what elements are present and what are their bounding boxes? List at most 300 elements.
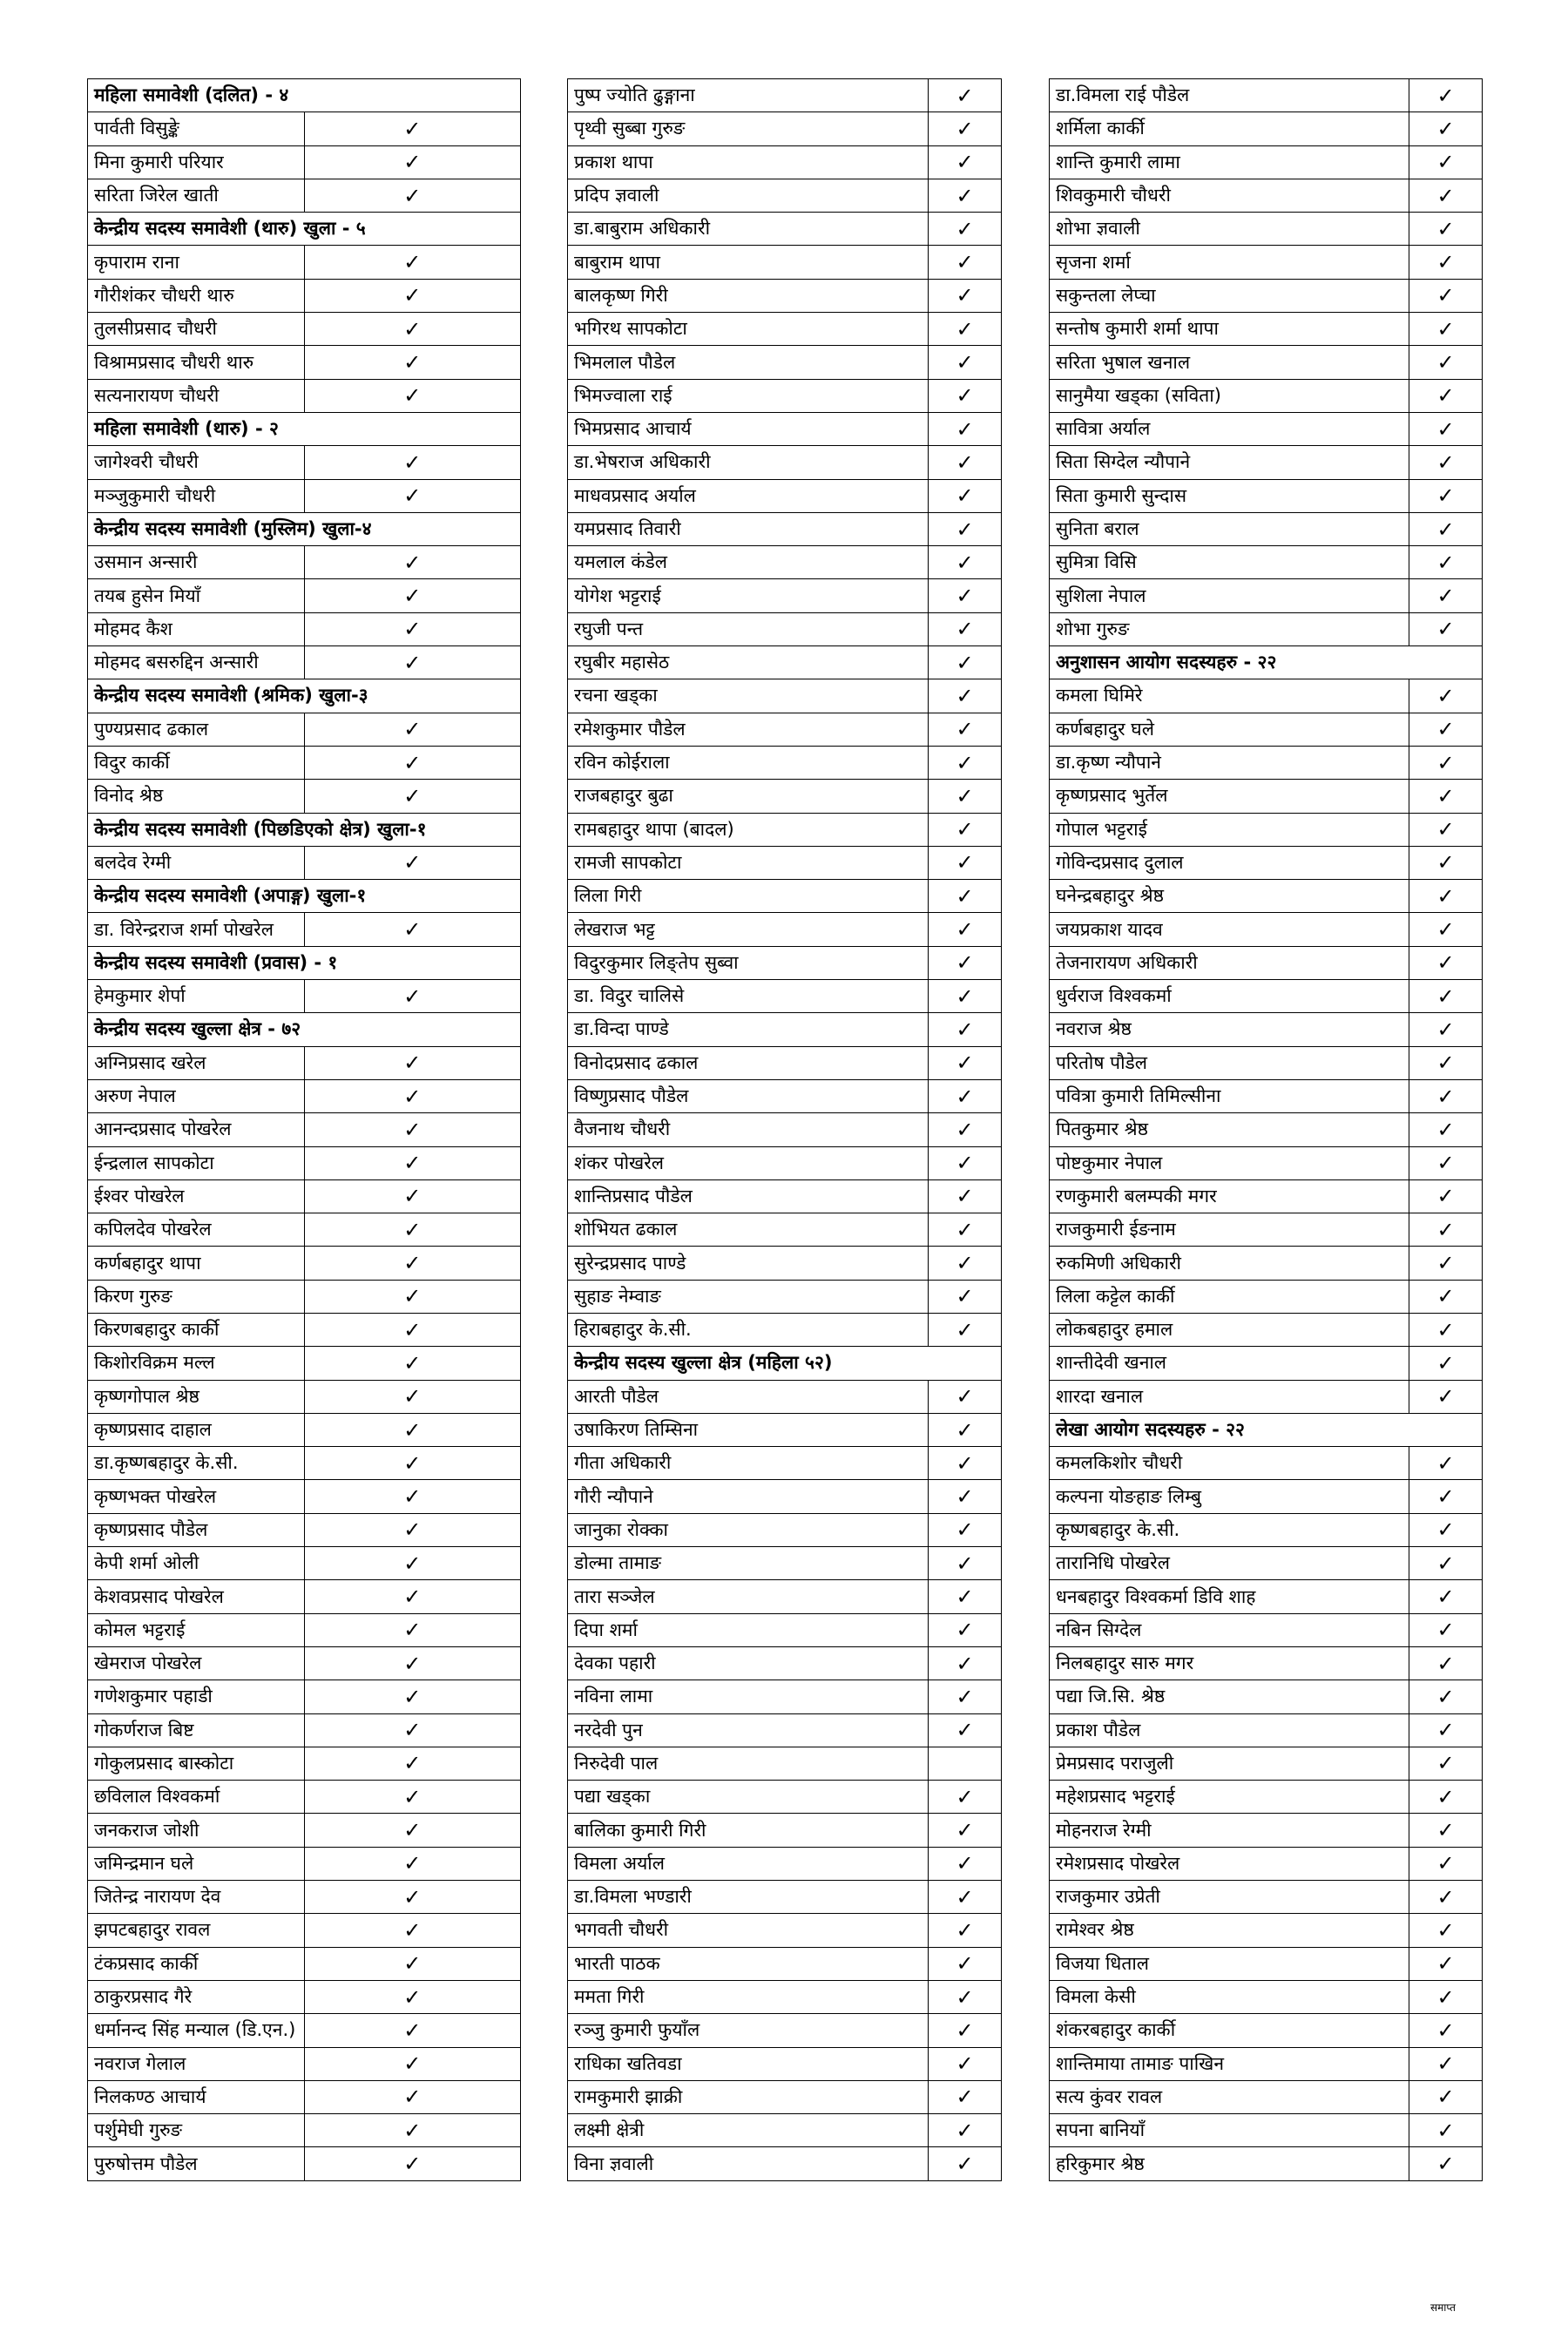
checkmark-icon: ✓ [304,145,521,179]
member-name: गोकुलप्रसाद बास्कोटा [88,1747,305,1780]
checkmark-icon: ✓ [929,2114,1002,2147]
member-name: तुलसीप्रसाद चौधरी [88,313,305,346]
member-row [88,1613,521,1646]
member-name: शारदा खनाल [1050,1380,1409,1413]
member-row [1050,1580,1483,1613]
member-row [568,1814,1002,1847]
checkmark-icon: ✓ [304,746,521,779]
member-row [1050,313,1483,346]
checkmark-icon: ✓ [929,1146,1002,1179]
checkmark-icon: ✓ [304,2014,521,2047]
member-name: कपिलदेव पोखरेल [88,1213,305,1247]
member-name: शिवकुमारी चौधरी [1050,179,1409,212]
member-row [88,1580,521,1613]
checkmark-icon: ✓ [1409,1179,1483,1213]
member-name: लिला कट्टेल कार्की [1050,1280,1409,1313]
checkmark-icon: ✓ [929,179,1002,212]
checkmark-icon: ✓ [929,1580,1002,1613]
checkmark-icon: ✓ [304,1646,521,1680]
checkmark-icon: ✓ [1409,1146,1483,1179]
checkmark-icon: ✓ [929,1980,1002,2013]
checkmark-icon: ✓ [304,1146,521,1179]
section-heading [88,213,521,246]
checkmark-icon: ✓ [929,1680,1002,1713]
member-name: शोभियत ढकाल [568,1213,929,1247]
member-name: डोल्मा तामाङ [568,1547,929,1580]
member-name: सृजना शर्मा [1050,246,1409,279]
member-row [1050,846,1483,879]
section-heading [88,679,521,713]
checkmark-icon: ✓ [929,679,1002,713]
member-name: शोभा ज्ञवाली [1050,213,1409,246]
member-name: खेमराज पोखरेल [88,1646,305,1680]
section-heading [88,880,521,913]
member-name: गोपाल भट्टराई [1050,813,1409,846]
checkmark-icon: ✓ [1409,612,1483,645]
member-row [1050,813,1483,846]
checkmark-icon: ✓ [929,1380,1002,1413]
member-row [568,913,1002,946]
member-row [568,1747,1002,1780]
checkmark-icon: ✓ [304,1079,521,1112]
section-heading [1050,646,1483,679]
member-row [568,2080,1002,2113]
member-row [1050,1247,1483,1280]
member-name: शान्ति कुमारी लामा [1050,145,1409,179]
member-row [568,1580,1002,1613]
member-row [568,1881,1002,1914]
checkmark-icon: ✓ [929,1013,1002,1046]
checkmark-icon: ✓ [304,246,521,279]
checkmark-icon: ✓ [929,1447,1002,1480]
checkmark-icon: ✓ [929,145,1002,179]
member-name: सुमित्रा विसि [1050,546,1409,579]
checkmark-icon: ✓ [1409,1513,1483,1546]
member-row [568,2014,1002,2047]
member-name: गणेशकुमार पहाडी [88,1680,305,1713]
checkmark-icon: ✓ [929,2014,1002,2047]
section-heading-text: महिला समावेशी (दलित) - ४ [88,79,521,112]
member-row [1050,1079,1483,1112]
member-name: विनोद श्रेष्ठ [88,780,305,813]
section-heading-text: केन्द्रीय सदस्य समावेशी (थारु) खुला - ५ [88,213,521,246]
member-name: सुनिता बराल [1050,512,1409,545]
member-row [88,579,521,612]
checkmark-icon: ✓ [929,479,1002,512]
member-name: पवित्रा कुमारी तिमिल्सीना [1050,1079,1409,1112]
checkmark-icon: ✓ [929,79,1002,112]
member-row [1050,1113,1483,1146]
checkmark-icon: ✓ [1409,1646,1483,1680]
member-row [88,646,521,679]
checkmark-icon: ✓ [304,612,521,645]
checkmark-icon: ✓ [1409,1113,1483,1146]
checkmark-icon: ✓ [1409,446,1483,479]
checkmark-icon: ✓ [1409,1580,1483,1613]
member-row [1050,1980,1483,2013]
member-name: निरुदेवी पाल [568,1747,929,1780]
member-name: हिराबहादुर के.सी. [568,1313,929,1346]
checkmark-icon: ✓ [1409,679,1483,713]
member-row [88,546,521,579]
checkmark-icon: ✓ [304,546,521,579]
member-name: रचना खड्का [568,679,929,713]
checkmark-icon: ✓ [304,780,521,813]
checkmark-icon: ✓ [304,913,521,946]
section-heading [88,412,521,445]
member-row [568,246,1002,279]
member-row [1050,379,1483,412]
checkmark-icon: ✓ [1409,279,1483,312]
checkmark-icon: ✓ [929,813,1002,846]
member-row [1050,112,1483,145]
member-name: रमेशप्रसाद पोखरेल [1050,1847,1409,1880]
member-name: हेमकुमार शेर्पा [88,980,305,1013]
checkmark-icon: ✓ [1409,2147,1483,2180]
member-name: गौरी न्यौपाने [568,1480,929,1513]
member-name: नरदेवी पुन [568,1713,929,1747]
member-row [1050,679,1483,713]
member-row [1050,1046,1483,1079]
member-name: भिमज्वाला राई [568,379,929,412]
checkmark-icon: ✓ [929,313,1002,346]
member-name: लेखराज भट्ट [568,913,929,946]
member-name: अग्निप्रसाद खरेल [88,1046,305,1079]
checkmark-icon: ✓ [1409,1046,1483,1079]
section-heading-text: अनुशासन आयोग सदस्यहरु - २२ [1050,646,1483,679]
checkmark-icon: ✓ [1409,746,1483,779]
member-row [88,1313,521,1346]
checkmark-icon: ✓ [929,1914,1002,1947]
member-row [568,1113,1002,1146]
member-name: शंकरबहादुर कार्की [1050,2014,1409,2047]
member-name: कमलकिशोर चौधरी [1050,1447,1409,1480]
member-name: राजकुमार उप्रेती [1050,1881,1409,1914]
checkmark-icon: ✓ [1409,980,1483,1013]
member-row [1050,1347,1483,1380]
member-name: कृष्णप्रसाद भुर्तेल [1050,780,1409,813]
member-name: शोभा गुरुङ [1050,612,1409,645]
member-name: शर्मिला कार्की [1050,112,1409,145]
member-row [568,880,1002,913]
checkmark-icon: ✓ [929,846,1002,879]
member-row [1050,246,1483,279]
section-heading [568,1347,1002,1380]
section-heading-text: केन्द्रीय सदस्य खुल्ला क्षेत्र (महिला ५२) [568,1347,1002,1380]
member-name: भगिरथ सापकोटा [568,313,929,346]
checkmark-icon: ✓ [929,579,1002,612]
checkmark-icon: ✓ [929,1046,1002,1079]
checkmark-icon: ✓ [304,1447,521,1480]
member-name: सकुन्तला लेप्चा [1050,279,1409,312]
member-name: मोहमद बसरुद्दिन अन्सारी [88,646,305,679]
member-row [568,1646,1002,1680]
member-name: पृथ्वी सुब्बा गुरुङ [568,112,929,145]
member-row [568,2047,1002,2080]
checkmark-icon: ✓ [1409,1313,1483,1346]
member-name: वैजनाथ चौधरी [568,1113,929,1146]
member-row [1050,1947,1483,1980]
member-row [88,846,521,879]
checkmark-icon: ✓ [929,1079,1002,1112]
member-row [568,1247,1002,1280]
checkmark-icon: ✓ [1409,2014,1483,2047]
member-name: तारानिधि पोखरेल [1050,1547,1409,1580]
member-row [568,1713,1002,1747]
member-name: पुण्यप्रसाद ढकाल [88,713,305,746]
checkmark-icon: ✓ [1409,880,1483,913]
member-name: भिमप्रसाद आचार्य [568,412,929,445]
member-row [88,713,521,746]
checkmark-icon: ✓ [1409,1247,1483,1280]
checkmark-icon: ✓ [929,1413,1002,1446]
member-name: विजया धिताल [1050,1947,1409,1980]
member-name: कृष्णप्रसाद पौडेल [88,1513,305,1546]
member-name: बालिका कुमारी गिरी [568,1814,929,1847]
member-row [1050,1680,1483,1713]
member-row [88,2114,521,2147]
checkmark-icon: ✓ [1409,512,1483,545]
member-row [88,1547,521,1580]
checkmark-icon: ✓ [304,1213,521,1247]
checkmark-icon: ✓ [1409,579,1483,612]
member-name: योगेश भट्टराई [568,579,929,612]
checkmark-icon: ✓ [929,946,1002,979]
member-row [1050,1447,1483,1480]
column-2 [567,78,1002,2181]
member-name: जागेश्वरी चौधरी [88,446,305,479]
member-name: डा.बाबुराम अधिकारी [568,213,929,246]
member-row [1050,1513,1483,1546]
member-row [88,2047,521,2080]
member-name: रमेशकुमार पौडेल [568,713,929,746]
checkmark-icon: ✓ [1409,780,1483,813]
member-name: महेशप्रसाद भट्टराई [1050,1781,1409,1814]
checkmark-icon: ✓ [1409,1713,1483,1747]
checkmark-icon: ✓ [304,1547,521,1580]
checkmark-icon: ✓ [929,112,1002,145]
checkmark-icon: ✓ [304,1814,521,1847]
member-row [88,1781,521,1814]
member-row [88,1881,521,1914]
member-name: पद्या खड्का [568,1781,929,1814]
checkmark-icon: ✓ [1409,913,1483,946]
checkmark-icon: ✓ [1409,479,1483,512]
member-name: जितेन्द्र नारायण देव [88,1881,305,1914]
member-name: नवराज श्रेष्ठ [1050,1013,1409,1046]
checkmark-icon: ✓ [1409,179,1483,212]
checkmark-icon: ✓ [929,746,1002,779]
checkmark-icon: ✓ [929,246,1002,279]
member-row [568,1847,1002,1880]
checkmark-icon: ✓ [304,1613,521,1646]
member-row [568,1513,1002,1546]
section-heading-text: केन्द्रीय सदस्य समावेशी (पिछडिएको क्षेत्र) खुला-१ [88,813,521,846]
checkmark-icon: ✓ [304,1179,521,1213]
checkmark-icon: ✓ [304,1947,521,1980]
member-name: विमला अर्याल [568,1847,929,1880]
member-row [88,1380,521,1413]
member-row [568,646,1002,679]
checkmark-icon: ✓ [1409,1079,1483,1112]
member-row [1050,1713,1483,1747]
member-name: रामेश्वर श्रेष्ठ [1050,1914,1409,1947]
checkmark-icon: ✓ [1409,1947,1483,1980]
checkmark-icon: ✓ [304,1347,521,1380]
member-name: यमप्रसाद तिवारी [568,512,929,545]
checkmark-icon: ✓ [304,1480,521,1513]
member-row [568,1280,1002,1313]
section-heading [88,79,521,112]
member-name: पर्शुमेघी गुरुङ [88,2114,305,2147]
member-row [88,279,521,312]
member-row [568,612,1002,645]
member-row [88,2080,521,2113]
member-row [88,346,521,379]
member-row [1050,579,1483,612]
checkmark-icon: ✓ [304,1713,521,1747]
member-row [1050,446,1483,479]
member-row [88,612,521,645]
member-name: सिता कुमारी सुन्दास [1050,479,1409,512]
member-row [1050,2114,1483,2147]
member-row [1050,1480,1483,1513]
member-row [1050,2047,1483,2080]
member-name: भारती पाठक [568,1947,929,1980]
member-name: पद्या जि.सि. श्रेष्ठ [1050,1680,1409,1713]
member-row [568,112,1002,145]
member-row [88,1146,521,1179]
member-name: पार्वती विसुङ्के [88,112,305,145]
checkmark-icon: ✓ [304,1413,521,1446]
section-heading-text: केन्द्रीय सदस्य समावेशी (अपाङ्ग) खुला-१ [88,880,521,913]
member-name: कृष्णभक्त पोखरेल [88,1480,305,1513]
member-name: तेजनारायण अधिकारी [1050,946,1409,979]
checkmark-icon: ✓ [929,279,1002,312]
member-row [88,2014,521,2047]
checkmark-icon: ✓ [1409,846,1483,879]
checkmark-icon: ✓ [1409,1747,1483,1780]
checkmark-icon: ✓ [1409,1213,1483,1247]
checkmark-icon: ✓ [1409,546,1483,579]
member-row [1050,713,1483,746]
member-name: पुरुषोत्तम पौडेल [88,2147,305,2180]
section-heading [88,946,521,979]
member-name: शंकर पोखरेल [568,1146,929,1179]
member-row [568,479,1002,512]
member-row [1050,780,1483,813]
checkmark-icon: ✓ [304,2114,521,2147]
member-name: लोकबहादुर हमाल [1050,1313,1409,1346]
member-row [88,746,521,779]
member-row [1050,1146,1483,1179]
checkmark-icon: ✓ [929,1547,1002,1580]
checkmark-icon: ✓ [1409,1380,1483,1413]
member-name: बालकृष्ण गिरी [568,279,929,312]
member-name: गोविन्दप्रसाद दुलाल [1050,846,1409,879]
member-name: परितोष पौडेल [1050,1046,1409,1079]
member-name: राधिका खतिवडा [568,2047,929,2080]
checkmark-icon: ✓ [1409,1013,1483,1046]
checkmark-icon: ✓ [304,479,521,512]
member-name: सत्यनारायण चौधरी [88,379,305,412]
member-row [88,1480,521,1513]
member-row [1050,1013,1483,1046]
member-row [568,1079,1002,1112]
member-row [88,780,521,813]
checkmark-icon: ✓ [929,1613,1002,1646]
member-name: केपी शर्मा ओली [88,1547,305,1580]
checkmark-icon: ✓ [304,179,521,212]
member-row [1050,2080,1483,2113]
member-name: धनबहादुर विश्वकर्मा डिवि शाह [1050,1580,1409,1613]
member-row [88,1280,521,1313]
member-name: सपना बानियाँ [1050,2114,1409,2147]
member-name: विदुर कार्की [88,746,305,779]
member-name: किरण गुरुङ [88,1280,305,1313]
checkmark-icon: ✓ [304,1781,521,1814]
member-name: कृष्णप्रसाद दाहाल [88,1413,305,1446]
member-row [88,1046,521,1079]
section-heading [88,1013,521,1046]
member-name: रुकमिणी अधिकारी [1050,1247,1409,1280]
checkmark-icon: ✓ [1409,2114,1483,2147]
member-name: लक्ष्मी क्षेत्री [568,2114,929,2147]
checkmark-icon: ✓ [304,313,521,346]
checkmark-icon: ✓ [304,1847,521,1880]
member-name: हरिकुमार श्रेष्ठ [1050,2147,1409,2180]
member-name: प्रकाश थापा [568,145,929,179]
member-name: भिमलाल पौडेल [568,346,929,379]
member-name: ईन्द्रलाल सापकोटा [88,1146,305,1179]
checkmark-icon: ✓ [304,1680,521,1713]
member-row [568,1613,1002,1646]
member-name: डा.विमला राई पौडेल [1050,79,1409,112]
member-row [1050,1213,1483,1247]
member-name: घनेन्द्रबहादुर श्रेष्ठ [1050,880,1409,913]
checkmark-icon: ✓ [1409,1280,1483,1313]
member-name: रञ्जु कुमारी फुयाँल [568,2014,929,2047]
member-row [568,1046,1002,1079]
member-name: कृपाराम राना [88,246,305,279]
member-name: रघुबीर महासेठ [568,646,929,679]
member-row [1050,512,1483,545]
member-name: कमला घिमिरे [1050,679,1409,713]
member-row [568,1547,1002,1580]
checkmark-icon: ✓ [304,1980,521,2013]
member-name: कोमल भट्टराई [88,1613,305,1646]
member-name: गौरीशंकर चौधरी थारु [88,279,305,312]
member-row [1050,412,1483,445]
member-row [568,446,1002,479]
checkmark-icon: ✓ [1409,412,1483,445]
member-name: रणकुमारी बलम्पकी मगर [1050,1179,1409,1213]
member-row [88,446,521,479]
member-row [1050,1747,1483,1780]
member-name: रामबहादुर थापा (बादल) [568,813,929,846]
section-heading [1050,1413,1483,1446]
section-heading-text: केन्द्रीय सदस्य समावेशी (प्रवास) - १ [88,946,521,979]
checkmark-icon: ✓ [929,1847,1002,1880]
member-name: मोहमद कैश [88,612,305,645]
member-row [1050,980,1483,1013]
member-row [1050,2147,1483,2180]
member-name: तारा सञ्जेल [568,1580,929,1613]
member-row [568,313,1002,346]
member-name: देवका पहारी [568,1646,929,1680]
member-row [568,213,1002,246]
checkmark-icon: ✓ [929,2080,1002,2113]
